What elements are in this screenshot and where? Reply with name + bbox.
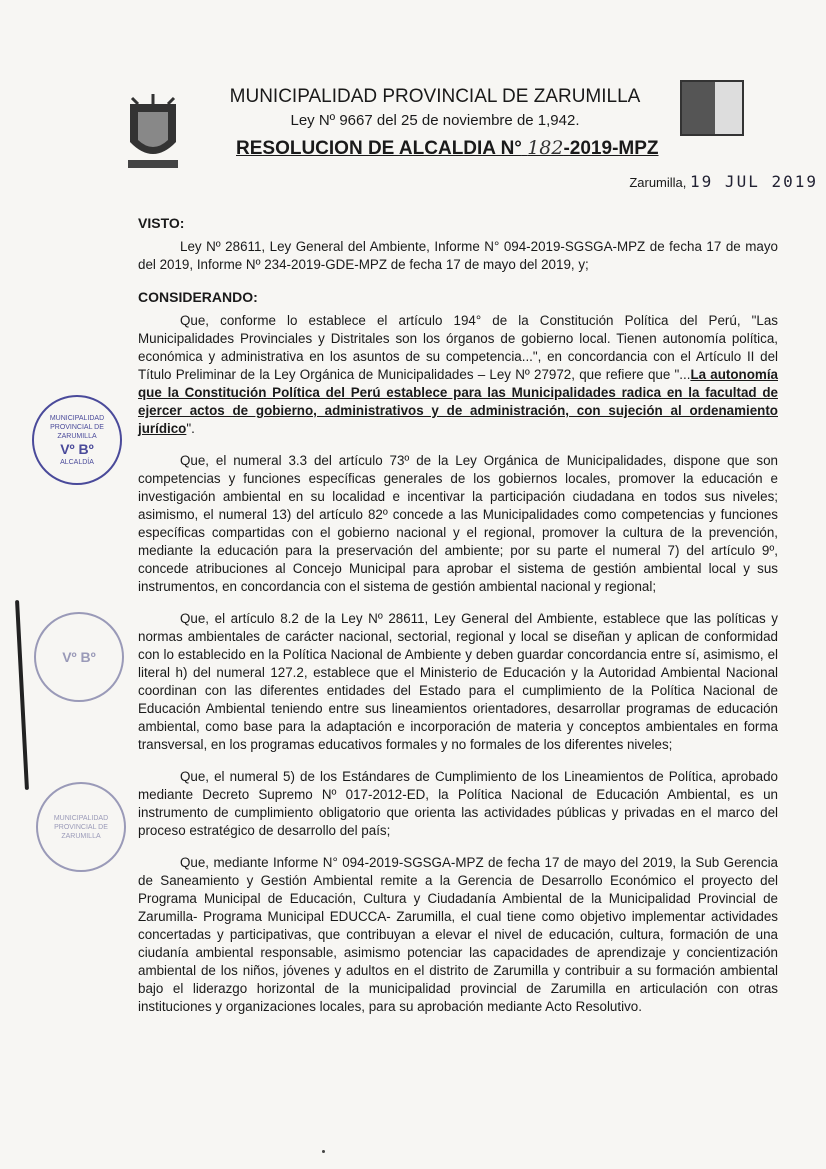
signature-stroke [15, 600, 29, 790]
date-place: Zarumilla, [629, 175, 687, 190]
paragraph-5 [138, 854, 778, 1016]
date-line [629, 172, 818, 193]
p1-quote: La autonomía que la Constitución Política del Perú establece para las Municipalidades radica en la facultad de ejercer actos de gobierno, administrativos y de administración, con sujeción al ordenamiento jurídico [138, 367, 778, 436]
p1-start: Que, conforme lo establece el artículo 194° de la Constitución Política del Perú, "Las Municipalidades Provinciales y Distritales son los órganos de gobierno local. Tienen autonomía política, económica y administrativa en los asuntos de su competencia...", en concordancia con el Artículo II del Título Preliminar de la Ley Orgánica de Municipalidades – Ley Nº 27972, que refiere que "... [138, 313, 778, 382]
seal-vb: Vº Bº [62, 648, 96, 665]
p1-end: ". [186, 421, 195, 436]
date-stamp: 19 JUL 2019 [690, 172, 818, 191]
p5-body: Que, mediante Informe N° 094-2019-SGSGA-MPZ de fecha 17 de mayo del 2019, la Sub Gerencia de Saneamiento y Gestión Ambiental remite a la Gerencia de Desarrollo Económico el proyecto del Programa Municipal de Educación, Cultura y Ciudadanía Ambiental de la Municipalidad Provincial de Zarumilla- Programa Municipal EDUCCA- Zarumilla, el cual tiene como objetivo implementar actividades concertadas y participativas, que contribuyan a elevar el nivel de educación, cultura, formación de una ciudanía ambiental responsable, asimismo potenciar las capacidades de aprendizaje y concientización ambiental de los niños, jóvenes y adultos en el distrito de Zarumilla y contribuir a su formación ambiental bajo el liderazgo horizontal de la municipalidad provincial de Zarumilla en articulación con otras instituciones y organizaciones locales, para su aprobación mediante Acto Resolutivo. [138, 855, 778, 1014]
paragraph-3 [138, 610, 778, 754]
seal-vb: Vº Bº [60, 440, 94, 457]
considerando-heading: CONSIDERANDO: [138, 289, 258, 305]
office-seal-stamp [36, 782, 126, 872]
institution-name: MUNICIPALIDAD PROVINCIAL DE ZARUMILLA [229, 86, 641, 107]
seal-ring-text: MUNICIPALIDAD PROVINCIAL DE ZARUMILLA [53, 814, 109, 840]
p4-body: Que, el numeral 5) de los Estándares de Cumplimiento de los Lineamientos de Política, aprobado mediante Decreto Supremo Nº 017-2012-ED, la Política Nacional de Educación Ambiental, es un instrumento de cumplimiento obligatorio que orienta las actividades públicas y privadas en el marco del proceso estratégico de desarrollo del país; [138, 769, 778, 838]
seal-office: ALCALDÍA [60, 458, 94, 466]
founding-law: Ley Nº 9667 del 25 de noviembre de 1,942. [290, 112, 580, 129]
approval-seal-stamp [34, 612, 124, 702]
p2-body: Que, el numeral 3.3 del artículo 73º de la Ley Orgánica de Municipalidades, dispone que son competencias y funciones específicas generales de los gobiernos locales, promover la educación e investigación ambiental en su localidad e incentivar la participación ciudadana en todos sus niveles; asimismo, el numeral 13) del artículo 82º concede a las Municipalidades como competencias y funciones específicas compartidas con el gobierno nacional y el regional, promover la cultura de la prevención, mediante la educación para la preservación del ambiente; por su parte el numeral 7) del artículo 9º, concede atribuciones al Concejo Municipal para aprobar el sistema de gestión ambiental local y sus instrumentos, en concordancia con el sistema de gestión ambiental nacional y regional; [138, 453, 778, 594]
resolution-prefix: RESOLUCION DE ALCALDIA N° [236, 138, 522, 159]
municipal-crest-logo [124, 94, 182, 172]
paragraph-2 [138, 452, 778, 596]
resolution-number: 182 [527, 137, 564, 159]
resolution-suffix: -2019-MPZ [563, 138, 659, 159]
p3-body: Que, el artículo 8.2 de la Ley Nº 28611, Ley General del Ambiente, establece que las políticas y normas ambientales de carácter nacional, sectorial, regional y local se diseñan y aplican de conformidad con lo establecido en la Política Nacional de Ambiente y deben guardar concordancia entre sí, asimismo, el literal h) del numeral 127.2, establece que el Ministerio de Educación y la Autoridad Ambiental Nacional coordinan con las diferentes entidades del Estado para el cumplimiento de la Política Nacional de Educación Ambiental teniendo entre sus lineamientos orientadores, desarrollar programas de educación ambiental, como base para la adaptación e incorporación de materia y conceptos ambientales en forma transversal, en los programas educativos formales y no formales de los diferentes niveles; [138, 611, 778, 752]
flag-logo [680, 80, 744, 136]
paragraph-4 [138, 768, 778, 840]
visto-heading: VISTO: [138, 215, 185, 231]
paragraph-1 [138, 312, 778, 438]
seal-ring-text: MUNICIPALIDAD PROVINCIAL DE ZARUMILLA [49, 414, 105, 440]
document-body [138, 206, 778, 1030]
alcaldia-seal-stamp [32, 395, 122, 485]
visto-body: Ley Nº 28611, Ley General del Ambiente, Informe N° 094-2019-SGSGA-MPZ de fecha 17 de mayo del 2019, Informe Nº 234-2019-GDE-MPZ de fecha 17 de mayo del 2019, y; [138, 239, 778, 272]
resolution-title [236, 136, 659, 161]
speck [322, 1150, 325, 1153]
visto-text [138, 238, 778, 274]
